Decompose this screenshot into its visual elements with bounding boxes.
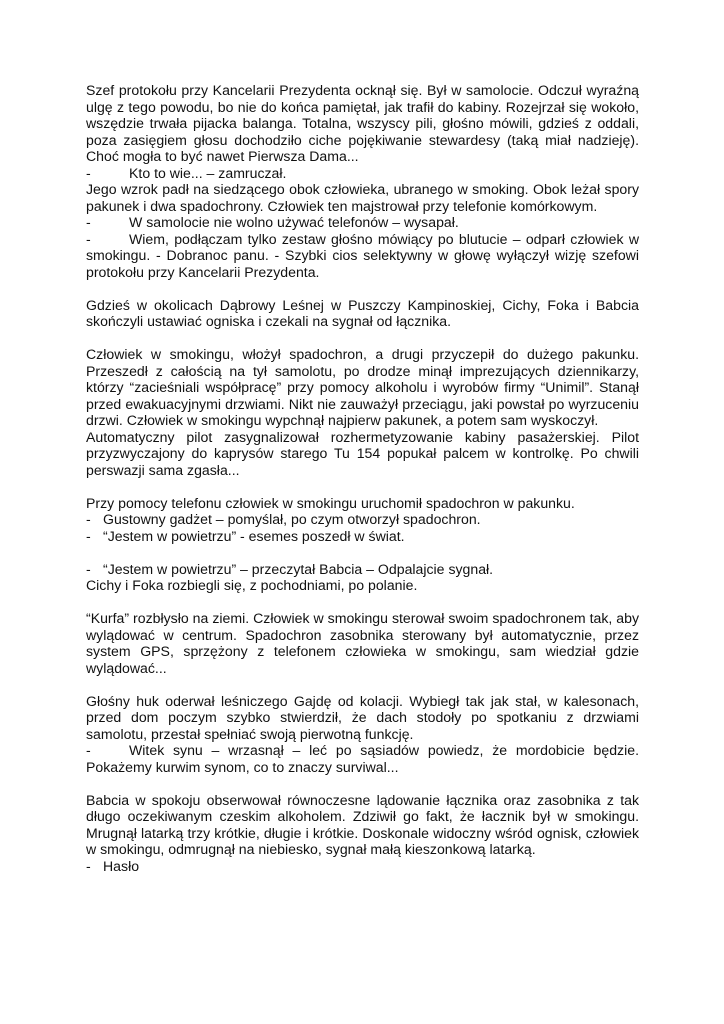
paragraph: Szef protokołu przy Kancelarii Prezydenta ocknął się. Był w samolocie. Odczuł wyraźną ulgę z tego powodu, bo nie do końca pamiętał, jak trafił do kabiny. Rozejrzał się wokoło, wszędzie trwała pijacka balanga. Totalna, wszyscy pili, głośno mówili, gdzieś z oddali, poza zasięgiem głosu dochodziło ciche pojękiwanie stewardesy (taką miał nadzieję). Choć mogła to być nawet Pierwsza Dama... [86,82,639,164]
spacer [86,280,639,297]
dash: - [86,742,91,758]
dialogue-line: - “Jestem w powietrzu” – przeczytał Babcia – Odpalajcie sygnał. [86,560,494,577]
spacer [86,330,639,347]
paragraph: “Kurfa” rozbłysło na ziemi. Człowiek w smokingu sterował swoim spadochronem tak, aby wylądować w centrum. Spadochron zasobnika sterowany był automatycznie, przez system GPS, sprzężony z telefonem człowieka w smokingu, sam wiedział gdzie wylądować... [86,610,639,676]
paragraph: Przy pomocy telefonu człowiek w smokingu uruchomił spadochron w pakunku. [86,494,575,511]
paragraph: Głośny huk oderwał leśniczego Gajdę od kolacji. Wybiegł tak jak stał, w kalesonach, przed dom poczym szybko stwierdził, że dach stodoły po spotkaniu z drzwiami samolotu, przestał spełniać swoją pierwotną funkcję. [86,692,639,742]
dash: - [86,560,91,577]
paragraph: Jego wzrok padł na siedzącego obok człowieka, ubranego w smoking. Obok leżał spory pakunek i dwa spadochrony. Człowiek ten majstrował przy telefonie komórkowym. [86,181,639,214]
dialogue-line: - W samolocie nie wolno używać telefonów – wysapał. [86,214,459,230]
dash: - [86,164,91,181]
spacer [86,594,639,611]
dash: - [86,230,91,247]
paragraph: Babcia w spokoju obserwował równoczesne lądowanie łącznika oraz zasobnika z tak długo oczekiwanym czeskim alkoholem. Zdziwił go fakt, że łacznik był w smokingu. Mrugnął latarką trzy krótkie, długie i krótkie. Doskonale widoczny wśród ognisk, człowiek w smokingu, odmrugnął na niebiesko, sygnał małą kieszonkową latarką. [86,791,639,857]
document-page [86,82,639,874]
dialogue-line: - Hasło [86,857,140,874]
dialogue-line: - Witek synu – wrzasnął – leć po sąsiadów powiedz, że mordobicie będzie. Pokażemy kurwim synom, co to znaczy surviwal... [86,742,639,775]
dash: - [86,857,91,874]
dialogue-line: - “Jestem w powietrzu” - esemes poszedł w świat. [86,527,405,544]
dialogue-line: - Kto to wie... – zamruczał. [86,164,287,181]
dash: - [86,527,91,544]
paragraph: Człowiek w smokingu, włożył spadochron, a drugi przyczepił do dużego pakunku. Przeszedł z całością na tył samolotu, po drodze minął imprezujących dziennikarzy, którzy “zacieśniali współpracę” przy pomocy alkoholu i wyrobów firmy “Unimil”. Stanął przed ewakuacyjnymi drzwiami. Nikt nie zauważył przeciągu, jaki powstał po wyrzuceniu drzwi. Człowiek w smokingu wypchnął najpierw pakunek, a potem sam wyskoczył. [86,346,639,428]
paragraph: Cichy i Foka rozbiegli się, z pochodniami, po polanie. [86,577,418,593]
dialogue-line: - Wiem, podłączam tylko zestaw głośno mówiący po blutucie – odparł człowiek w smokingu. - Dobranoc panu. - Szybki cios selektywny w głowę wyłączył wizję szefowi protokołu przy Kancelarii Prezydenta. [86,230,639,280]
dash: - [86,511,91,527]
spacer [86,544,639,561]
spacer [86,775,639,792]
dash: - [86,214,91,230]
dialogue-line: - Gustowny gadżet – pomyślał, po czym otworzył spadochron. [86,511,481,527]
paragraph: Gdzieś w okolicach Dąbrowy Leśnej w Puszczy Kampinoskiej, Cichy, Foka i Babcia skończyli ustawiać ogniska i czekali na sygnał od łącznika. [86,296,639,329]
spacer [86,478,639,495]
paragraph: Automatyczny pilot zasygnalizował rozhermetyzowanie kabiny pasażerskiej. Pilot przyzwyczajony do kaprysów starego Tu 154 popukał palcem w kontrolkę. Po chwili perswazji sama zgasła... [86,428,639,478]
spacer [86,676,639,693]
